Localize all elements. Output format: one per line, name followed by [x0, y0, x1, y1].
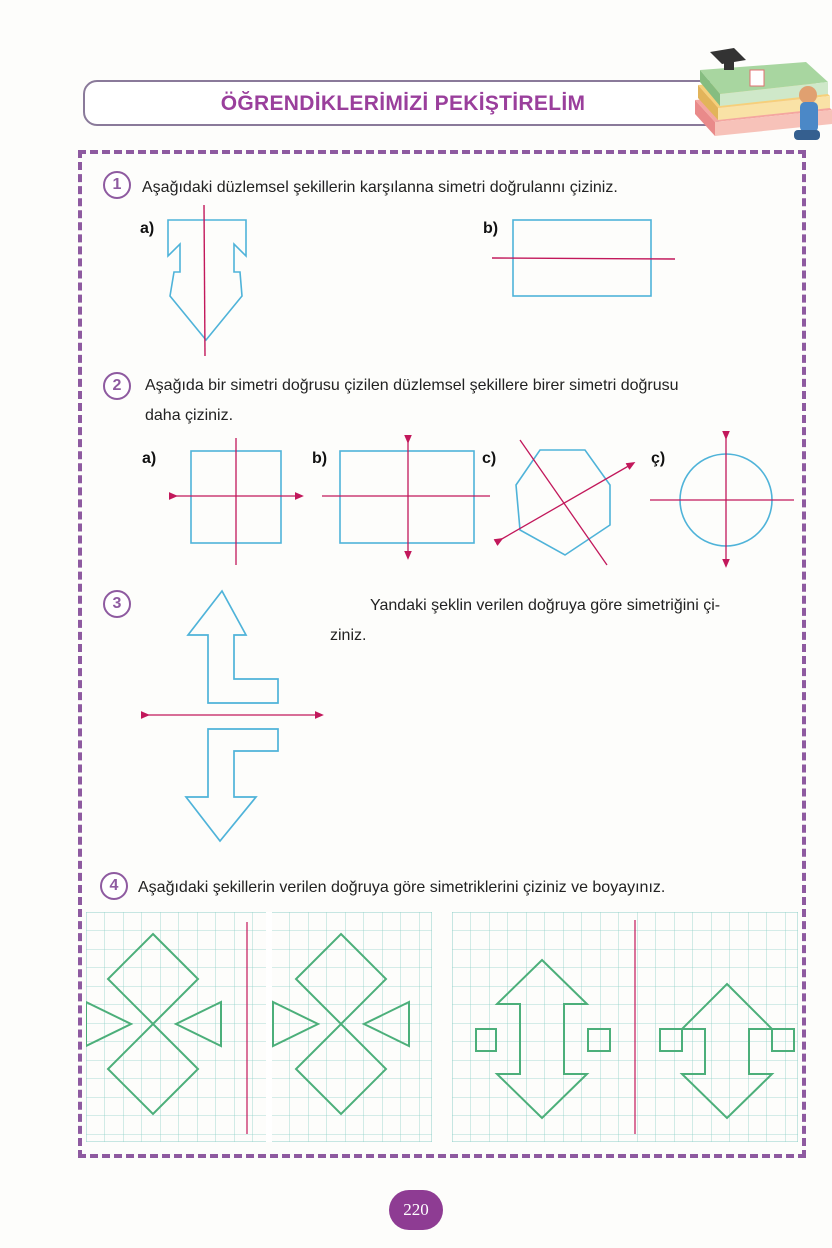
q2-line-c-diagonal	[520, 440, 607, 565]
question-3-number: 3	[103, 590, 131, 618]
q1-arrow-shape	[168, 220, 246, 340]
page-title: ÖĞRENDİKLERİMİZİ PEKİŞTİRELİM	[220, 92, 586, 115]
question-2-text-line1: Aşağıda bir simetri doğrusu çizilen düzlemsel şekillere birer simetri doğrusu	[145, 377, 679, 394]
q2-label-a: a)	[142, 450, 157, 467]
page-number: 220	[389, 1190, 443, 1230]
q1-figure-rectangle	[488, 210, 688, 310]
q2-label-c: c)	[482, 450, 497, 467]
q4-grid-right	[452, 912, 798, 1142]
question-3-text-line2: ziniz.	[330, 627, 367, 644]
question-4-number: 4	[100, 872, 128, 900]
q3-arrow-up	[188, 591, 278, 703]
question-1-number: 1	[103, 171, 131, 199]
question-2-text-line2: daha çiziniz.	[145, 407, 234, 424]
q1-symmetry-line-b	[492, 258, 675, 259]
q2-rectangle-shape	[340, 451, 474, 543]
q3-figure	[140, 585, 330, 850]
question-4-text: Aşağıdaki şekillerin verilen doğruya göre simetriklerini çiziniz ve boyayınız.	[138, 879, 666, 896]
q2-line-c-diagonal2	[500, 464, 632, 540]
q3-arrow-down	[186, 729, 278, 841]
question-2-number: 2	[103, 372, 131, 400]
question-3-text-line1: Yandaki şeklin verilen doğruya göre simetriğini çi-	[370, 597, 721, 614]
q4-grid-left	[86, 912, 432, 1142]
q2-figures	[160, 430, 820, 575]
q1-label-b: b)	[483, 220, 499, 237]
q2-label-cc: ç)	[651, 450, 666, 467]
q1-figure-arrow	[150, 200, 270, 365]
q1-symmetry-line-a	[204, 205, 205, 356]
question-1-text: Aşağıdaki düzlemsel şekillerin karşılanna simetri doğrulannı çiziniz.	[142, 179, 618, 196]
q1-label-a: a)	[140, 220, 155, 237]
q2-label-b: b)	[312, 450, 328, 467]
